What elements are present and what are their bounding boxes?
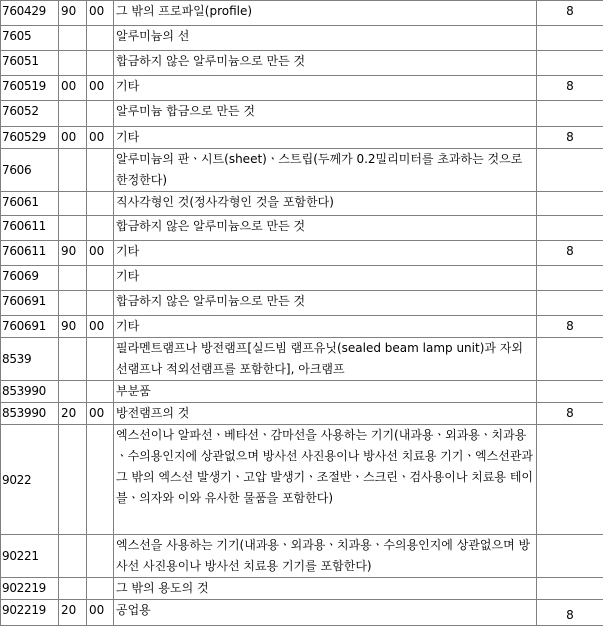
sub-code-1-cell: 20: [59, 600, 87, 626]
rate-cell: [537, 51, 603, 76]
hs-code-cell: 760529: [1, 127, 59, 149]
rate-cell: 8: [537, 316, 603, 338]
table-row: [1, 535, 603, 578]
description-cell: 합금하지 않은 알루미늄으로 만든 것: [114, 291, 537, 316]
rate-cell: [537, 381, 603, 403]
sub-code-2-cell: 00: [87, 316, 114, 338]
sub-code-1-cell: [59, 266, 87, 291]
description-cell: 기타: [114, 241, 537, 266]
description-cell: 알루미늄 합금으로 만든 것: [114, 101, 537, 127]
sub-code-1-cell: [59, 216, 87, 241]
sub-code-1-cell: [59, 101, 87, 127]
description-cell: 방전램프의 것: [114, 403, 537, 425]
sub-code-2-cell: [87, 149, 114, 192]
sub-code-1-cell: [59, 26, 87, 51]
rate-cell: 8: [537, 127, 603, 149]
sub-code-2-cell: [87, 266, 114, 291]
table-row: [1, 316, 603, 338]
hs-code-cell: 760691: [1, 291, 59, 316]
description-cell: 그 밖의 프로파일(profile): [114, 1, 537, 26]
table-row: [1, 381, 603, 403]
sub-code-1-cell: 90: [59, 241, 87, 266]
table-row: [1, 101, 603, 127]
sub-code-2-cell: [87, 192, 114, 216]
hs-code-cell: 760519: [1, 76, 59, 101]
sub-code-2-cell: [87, 338, 114, 381]
description-cell: 기타: [114, 76, 537, 101]
rate-cell: [537, 101, 603, 127]
description-cell: 공업용: [114, 600, 537, 626]
sub-code-1-cell: 00: [59, 76, 87, 101]
hs-code-cell: 760691: [1, 316, 59, 338]
table-row: [1, 192, 603, 216]
description-cell: 알루미늄의 판ㆍ시트(sheet)ㆍ스트립(두께가 0.2밀리미터를 초과하는 것으로 한정한다): [114, 149, 537, 192]
hs-code-cell: 7605: [1, 26, 59, 51]
description-cell: 엑스선이나 알파선ㆍ베타선ㆍ감마선을 사용하는 기기(내과용ㆍ외과용ㆍ치과용ㆍ수의용인지에 상관없으며 방사선 사진용이나 방사선 치료용 기기ㆍ엑스선관과 그 밖의 엑스선 발생기ㆍ고압 발생기ㆍ조절반ㆍ스크린ㆍ검사용이나 치료용 테이블ㆍ의자와 이와 유사한 물품을 포함한다): [114, 425, 537, 535]
table-row: [1, 338, 603, 381]
table-row: [1, 291, 603, 316]
sub-code-1-cell: [59, 192, 87, 216]
hs-code-cell: 9022: [1, 425, 59, 535]
description-cell: 엑스선을 사용하는 기기(내과용ㆍ외과용ㆍ치과용ㆍ수의용인지에 상관없으며 방사선 사진용이나 방사선 치료용 기기를 포함한다): [114, 535, 537, 578]
table-row: [1, 1, 603, 26]
description-cell: 합금하지 않은 알루미늄으로 만든 것: [114, 51, 537, 76]
sub-code-1-cell: 00: [59, 127, 87, 149]
table-row: [1, 241, 603, 266]
description-cell: 기타: [114, 266, 537, 291]
table-row: [1, 127, 603, 149]
rate-cell: 8: [537, 403, 603, 425]
rate-cell: [537, 535, 603, 578]
sub-code-1-cell: [59, 425, 87, 535]
description-cell: 기타: [114, 127, 537, 149]
hs-code-cell: 853990: [1, 381, 59, 403]
sub-code-1-cell: [59, 149, 87, 192]
sub-code-2-cell: 00: [87, 1, 114, 26]
sub-code-2-cell: [87, 381, 114, 403]
sub-code-2-cell: 00: [87, 241, 114, 266]
hs-code-cell: 76051: [1, 51, 59, 76]
table-row: [1, 425, 603, 535]
description-cell: 기타: [114, 316, 537, 338]
hs-code-cell: 760611: [1, 241, 59, 266]
rate-cell: 8: [537, 76, 603, 101]
rate-cell: [537, 149, 603, 192]
table-row: [1, 403, 603, 425]
hs-code-cell: 902219: [1, 600, 59, 626]
rate-cell: [537, 26, 603, 51]
hs-code-cell: 853990: [1, 403, 59, 425]
sub-code-1-cell: [59, 381, 87, 403]
rate-cell: 8: [537, 600, 603, 626]
sub-code-2-cell: 00: [87, 127, 114, 149]
sub-code-2-cell: [87, 425, 114, 535]
table-row: [1, 26, 603, 51]
hs-code-cell: 902219: [1, 578, 59, 600]
sub-code-2-cell: [87, 51, 114, 76]
hs-code-cell: 760429: [1, 1, 59, 26]
description-cell: 알루미늄의 선: [114, 26, 537, 51]
rate-cell: 8: [537, 1, 603, 26]
sub-code-1-cell: 90: [59, 1, 87, 26]
description-cell: 그 밖의 용도의 것: [114, 578, 537, 600]
sub-code-1-cell: 90: [59, 316, 87, 338]
description-cell: 필라멘트램프나 방전램프[실드빔 램프유닛(sealed beam lamp unit)과 자외선램프나 적외선램프를 포함한다], 아크램프: [114, 338, 537, 381]
description-cell: 합금하지 않은 알루미늄으로 만든 것: [114, 216, 537, 241]
description-cell: 부분품: [114, 381, 537, 403]
sub-code-2-cell: [87, 291, 114, 316]
sub-code-2-cell: [87, 101, 114, 127]
table-row: [1, 600, 603, 626]
hs-code-cell: 760611: [1, 216, 59, 241]
table-row: [1, 76, 603, 101]
sub-code-1-cell: [59, 578, 87, 600]
sub-code-2-cell: 00: [87, 403, 114, 425]
hs-code-cell: 76069: [1, 266, 59, 291]
rate-cell: 8: [537, 241, 603, 266]
table-row: [1, 216, 603, 241]
sub-code-1-cell: [59, 338, 87, 381]
table-row: [1, 51, 603, 76]
hs-code-cell: 90221: [1, 535, 59, 578]
sub-code-1-cell: 20: [59, 403, 87, 425]
hs-code-cell: 76061: [1, 192, 59, 216]
rate-cell: [537, 578, 603, 600]
rate-cell: [537, 266, 603, 291]
table-row: [1, 578, 603, 600]
sub-code-2-cell: 00: [87, 76, 114, 101]
hs-code-cell: 7606: [1, 149, 59, 192]
sub-code-2-cell: [87, 578, 114, 600]
description-cell: 직사각형인 것(정사각형인 것을 포함한다): [114, 192, 537, 216]
sub-code-2-cell: [87, 216, 114, 241]
sub-code-1-cell: [59, 291, 87, 316]
rate-cell: [537, 192, 603, 216]
rate-cell: [537, 338, 603, 381]
rate-cell: [537, 216, 603, 241]
sub-code-1-cell: [59, 51, 87, 76]
sub-code-2-cell: [87, 26, 114, 51]
rate-cell: [537, 291, 603, 316]
hs-code-cell: 76052: [1, 101, 59, 127]
sub-code-1-cell: [59, 535, 87, 578]
hs-code-cell: 8539: [1, 338, 59, 381]
sub-code-2-cell: 00: [87, 600, 114, 626]
rate-cell: [537, 425, 603, 535]
table-row: [1, 266, 603, 291]
table-row: [1, 149, 603, 192]
sub-code-2-cell: [87, 535, 114, 578]
